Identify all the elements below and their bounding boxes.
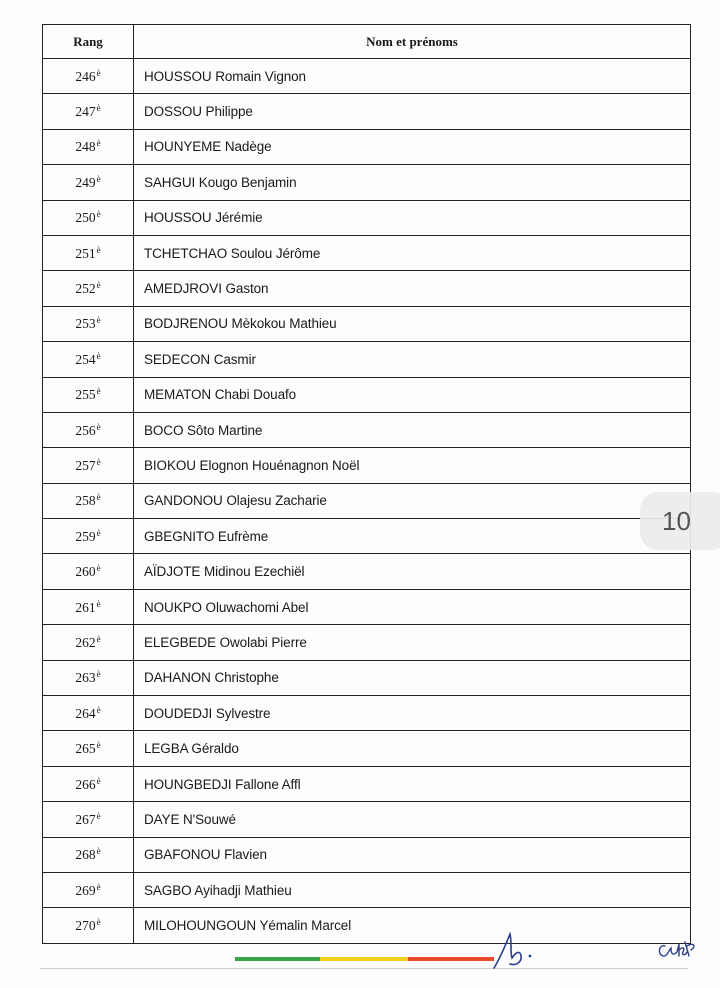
rank-suffix: è <box>96 633 101 644</box>
table-row <box>43 448 691 483</box>
rank-suffix: è <box>96 138 101 149</box>
table-row <box>43 200 691 235</box>
ranking-table <box>42 24 691 944</box>
rank-suffix: è <box>96 386 101 397</box>
rank-suffix: è <box>96 669 101 680</box>
table-row <box>43 554 691 589</box>
rank-number: 247 <box>75 104 96 120</box>
table-row <box>43 731 691 766</box>
table-row <box>43 696 691 731</box>
rank-number: 257 <box>75 457 96 473</box>
rank-number: 269 <box>75 882 96 898</box>
name-cell: ELEGBEDE Owolabi Pierre <box>134 625 691 660</box>
table-row <box>43 625 691 660</box>
rank-cell <box>43 766 134 801</box>
rank-number: 263 <box>75 670 96 686</box>
rank-suffix: è <box>96 103 101 114</box>
rank-number: 267 <box>75 811 96 827</box>
table-row <box>43 837 691 872</box>
signature-mark-center <box>490 928 538 972</box>
rank-suffix: è <box>96 350 101 361</box>
name-cell: DAHANON Christophe <box>134 660 691 695</box>
rank-number: 249 <box>75 174 96 190</box>
rank-cell <box>43 872 134 907</box>
rank-number: 270 <box>75 918 96 934</box>
rank-cell <box>43 342 134 377</box>
rank-cell <box>43 660 134 695</box>
table-row <box>43 129 691 164</box>
rank-suffix: è <box>96 846 101 857</box>
rank-number: 258 <box>75 493 96 509</box>
rank-cell <box>43 802 134 837</box>
rank-suffix: è <box>96 244 101 255</box>
rank-number: 252 <box>75 281 96 297</box>
table-row <box>43 908 691 943</box>
rank-cell <box>43 448 134 483</box>
rank-cell <box>43 165 134 200</box>
rank-number: 261 <box>75 599 96 615</box>
rank-cell <box>43 200 134 235</box>
rank-cell <box>43 94 134 129</box>
rank-cell <box>43 837 134 872</box>
table-row <box>43 412 691 447</box>
rank-suffix: è <box>96 209 101 220</box>
name-cell: HOUNGBEDJI Fallone Affl <box>134 766 691 801</box>
rank-suffix: è <box>96 704 101 715</box>
rank-number: 262 <box>75 634 96 650</box>
rank-suffix: è <box>96 280 101 291</box>
name-cell: LEGBA Géraldo <box>134 731 691 766</box>
table-row <box>43 94 691 129</box>
name-cell: MILOHOUNGOUN Yémalin Marcel <box>134 908 691 943</box>
page-number-badge: 10 <box>640 492 720 550</box>
name-cell: GBAFONOU Flavien <box>134 837 691 872</box>
table-row <box>43 802 691 837</box>
rank-suffix: è <box>96 563 101 574</box>
table-row <box>43 660 691 695</box>
rank-number: 265 <box>75 741 96 757</box>
rank-cell <box>43 235 134 270</box>
rank-suffix: è <box>96 917 101 928</box>
name-cell: TCHETCHAO Soulou Jérôme <box>134 235 691 270</box>
rank-suffix: è <box>96 810 101 821</box>
name-column-header: Nom et prénoms <box>134 25 691 59</box>
rank-cell <box>43 412 134 447</box>
name-cell: BIOKOU Elognon Houénagnon Noël <box>134 448 691 483</box>
name-cell: GBEGNITO Eufrème <box>134 519 691 554</box>
rank-suffix: è <box>96 456 101 467</box>
table-row <box>43 306 691 341</box>
name-cell: SAGBO Ayihadji Mathieu <box>134 872 691 907</box>
rank-number: 250 <box>75 210 96 226</box>
rank-number: 246 <box>75 68 96 84</box>
rank-cell <box>43 59 134 94</box>
name-cell: HOUSSOU Romain Vignon <box>134 59 691 94</box>
rank-cell <box>43 129 134 164</box>
table-row <box>43 271 691 306</box>
table-row <box>43 589 691 624</box>
rank-cell <box>43 625 134 660</box>
rank-cell <box>43 908 134 943</box>
rank-cell <box>43 483 134 518</box>
rank-suffix: è <box>96 598 101 609</box>
rank-cell <box>43 589 134 624</box>
rank-number: 264 <box>75 705 96 721</box>
rank-number: 260 <box>75 564 96 580</box>
table-row <box>43 342 691 377</box>
rank-cell <box>43 271 134 306</box>
rank-cell <box>43 377 134 412</box>
flag-stripe-yellow <box>320 957 408 961</box>
rank-number: 259 <box>75 528 96 544</box>
name-cell: DOUDEDJI Sylvestre <box>134 696 691 731</box>
footer-divider <box>40 968 688 969</box>
table-row <box>43 766 691 801</box>
rank-suffix: è <box>96 67 101 78</box>
rank-cell <box>43 306 134 341</box>
rank-number: 256 <box>75 422 96 438</box>
rank-number: 251 <box>75 245 96 261</box>
flag-stripe-green <box>235 957 320 961</box>
table-row <box>43 483 691 518</box>
table-header-row <box>43 25 691 59</box>
rank-cell <box>43 731 134 766</box>
rank-number: 254 <box>75 351 96 367</box>
name-cell: BOCO Sôto Martine <box>134 412 691 447</box>
name-cell: DAYE N'Souwé <box>134 802 691 837</box>
name-cell: BODJRENOU Mèkokou Mathieu <box>134 306 691 341</box>
rank-number: 248 <box>75 139 96 155</box>
table-row <box>43 59 691 94</box>
name-cell: HOUNYEME Nadège <box>134 129 691 164</box>
rank-suffix: è <box>96 421 101 432</box>
rank-column-header: Rang <box>43 25 134 59</box>
flag-stripe-red <box>408 957 494 961</box>
rank-number: 268 <box>75 847 96 863</box>
rank-suffix: è <box>96 775 101 786</box>
name-cell: NOUKPO Oluwachomi Abel <box>134 589 691 624</box>
name-cell: AÏDJOTE Midinou Ezechiël <box>134 554 691 589</box>
name-cell: SAHGUI Kougo Benjamin <box>134 165 691 200</box>
rank-cell <box>43 519 134 554</box>
rank-suffix: è <box>96 881 101 892</box>
rank-number: 253 <box>75 316 96 332</box>
rank-suffix: è <box>96 527 101 538</box>
rank-number: 255 <box>75 387 96 403</box>
table-body <box>43 59 691 944</box>
rank-suffix: è <box>96 173 101 184</box>
rank-cell <box>43 554 134 589</box>
name-cell: DOSSOU Philippe <box>134 94 691 129</box>
rank-suffix: è <box>96 492 101 503</box>
rank-suffix: è <box>96 315 101 326</box>
table-row <box>43 519 691 554</box>
rank-suffix: è <box>96 740 101 751</box>
table-row <box>43 872 691 907</box>
name-cell: GANDONOU Olajesu Zacharie <box>134 483 691 518</box>
signature-mark-right <box>655 938 699 964</box>
table-row <box>43 377 691 412</box>
name-cell: AMEDJROVI Gaston <box>134 271 691 306</box>
table-row <box>43 165 691 200</box>
rank-number: 266 <box>75 776 96 792</box>
name-cell: MEMATON Chabi Douafo <box>134 377 691 412</box>
table-row <box>43 235 691 270</box>
rank-cell <box>43 696 134 731</box>
name-cell: HOUSSOU Jérémie <box>134 200 691 235</box>
name-cell: SEDECON Casmir <box>134 342 691 377</box>
